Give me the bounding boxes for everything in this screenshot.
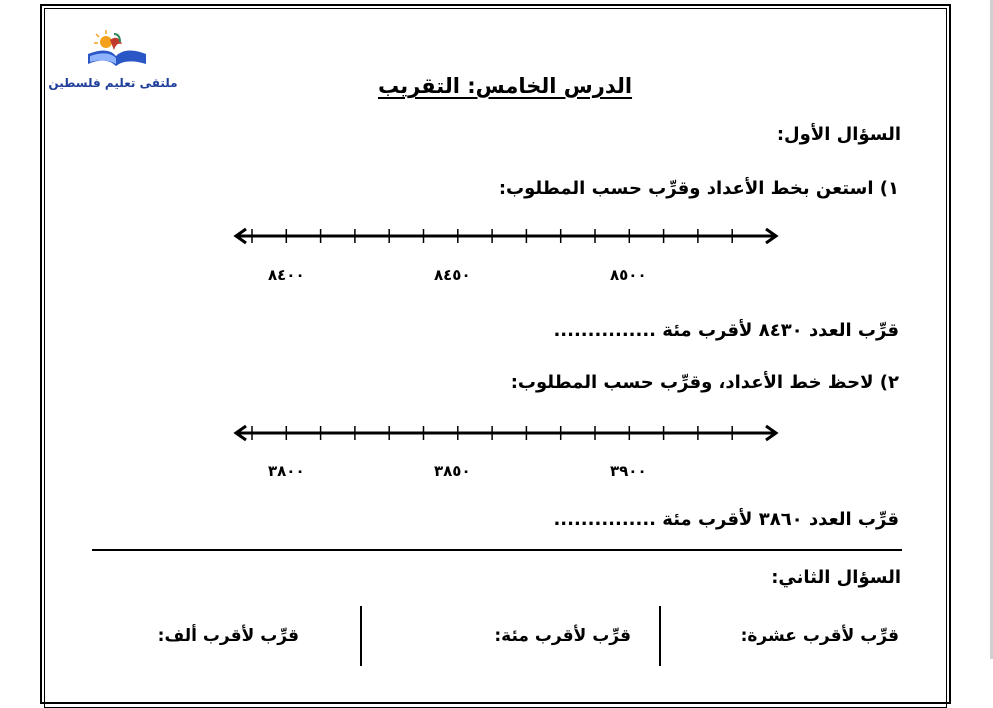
column-separator [360,606,362,666]
book-sun-logo-icon [48,26,178,76]
q1-part1-prompt: ١) استعن بخط الأعداد وقرِّب حسب المطلوب: [498,178,899,199]
nl1-label-8400: ٨٤٠٠ [268,266,305,284]
nl1-label-8500: ٨٥٠٠ [610,266,647,284]
number-line-1 [232,226,780,246]
section-divider [92,549,902,551]
nl1-label-8450: ٨٤٥٠ [434,266,471,284]
number-line-2 [232,423,780,443]
q1-part2-task: قرِّب العدد ٣٨٦٠ لأقرب مئة ............... [553,509,899,530]
q1-part2-prompt: ٢) لاحظ خط الأعداد، وقرِّب حسب المطلوب: [510,372,899,393]
column-separator [659,606,661,666]
round-to-hundred-label: قرِّب لأقرب مئة: [494,626,631,646]
question1-heading: السؤال الأول: [776,124,901,145]
page-inner-border [44,8,947,708]
round-to-thousand-label: قرِّب لأقرب ألف: [157,626,299,646]
logo-text: ملتقى تعليم فلسطين [48,76,178,90]
nl2-label-3850: ٣٨٥٠ [434,462,471,480]
nl2-label-3800: ٣٨٠٠ [268,462,305,480]
round-to-ten-label: قرِّب لأقرب عشرة: [740,626,899,646]
q1-part1-task: قرِّب العدد ٨٤٣٠ لأقرب مئة ............... [553,320,899,341]
question2-heading: السؤال الثاني: [771,567,901,588]
nl2-label-3900: ٣٩٠٠ [610,462,647,480]
page-title: الدرس الخامس: التقريب [378,74,633,98]
logo [48,26,178,96]
